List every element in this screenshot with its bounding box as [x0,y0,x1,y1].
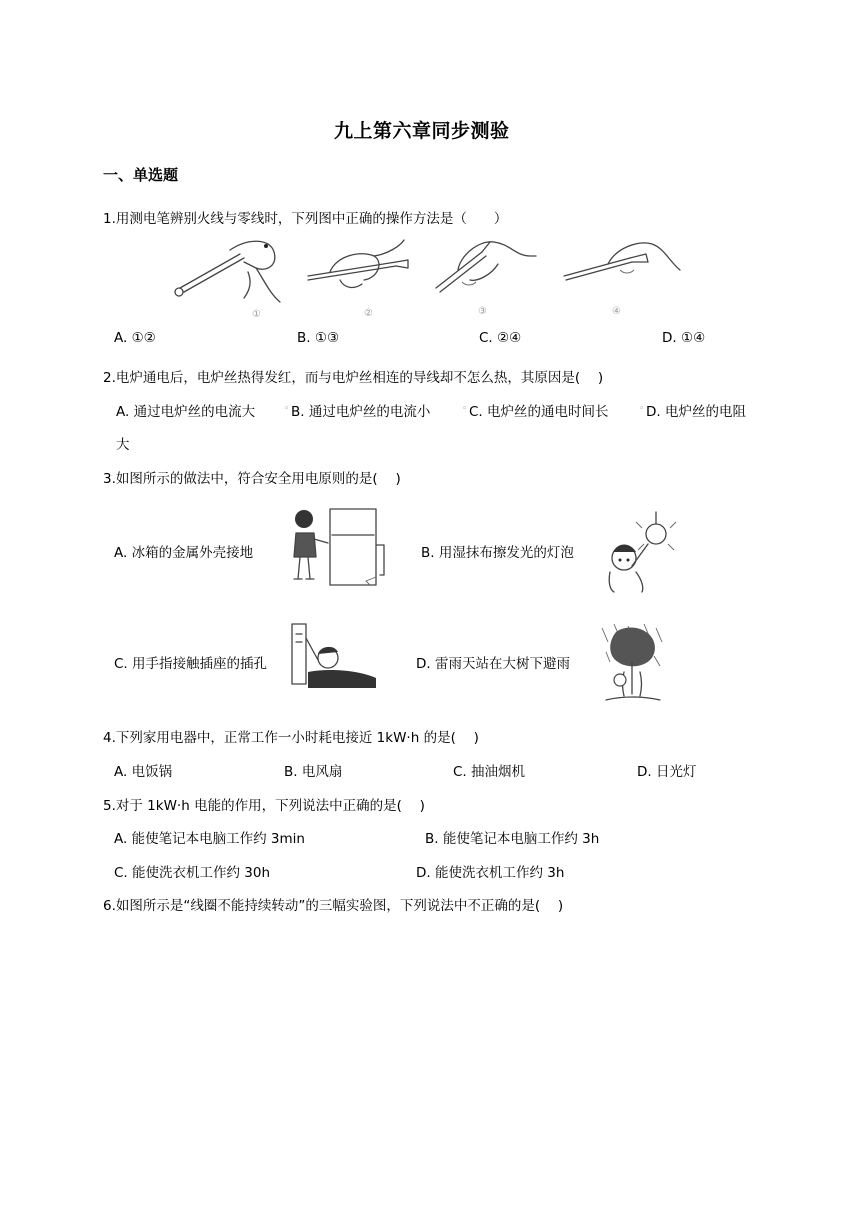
figure-label-4: ④ [612,306,621,317]
question-2-option-a[interactable]: A. 通过电炉丝的电流大 [116,404,256,420]
question-5-option-c[interactable]: C. 能使洗衣机工作约 30h [114,865,271,881]
section-heading: 一、单选题 [103,166,179,184]
question-5-option-a[interactable]: A. 能使笔记本电脑工作约 3min [114,831,305,847]
question-4-option-b[interactable]: B. 电风扇 [284,764,343,780]
question-6-stem: 6.如图所示是“线圈不能持续转动”的三幅实验图，下列说法中不正确的是( ) [103,898,564,914]
question-2-option-d[interactable]: D. 电炉丝的电阻 [646,404,746,420]
tester-pen-figure-2 [300,236,420,322]
wet-cloth-bulb-illustration [596,510,686,592]
page-title: 九上第六章同步测验 [334,120,510,142]
tree-thunderstorm-illustration [598,622,668,706]
question-1-option-d[interactable]: D. ①④ [662,330,706,346]
question-5-option-d[interactable]: D. 能使洗衣机工作约 3h [416,865,565,881]
question-1-option-c[interactable]: C. ②④ [479,330,522,346]
question-2-option-d-wrap: 大 [116,437,130,453]
finger-socket-illustration [288,620,380,696]
figure-label-3: ③ [478,306,487,317]
question-4-option-a[interactable]: A. 电饭锅 [114,764,173,780]
fridge-grounding-illustration [286,505,390,591]
question-4-option-c[interactable]: C. 抽油烟机 [453,764,526,780]
question-1-option-a[interactable]: A. ①② [114,330,156,346]
question-3-option-c[interactable]: C. 用手指接触插座的插孔 [114,656,268,672]
question-2-stem: 2.电炉通电后，电炉丝热得发红，而与电炉丝相连的导线却不怎么热，其原因是( ) [103,370,604,386]
question-3-option-b[interactable]: B. 用湿抹布擦发光的灯泡 [421,545,574,561]
figure-label-1: ① [252,309,261,320]
option-separator: ◦ [462,404,468,414]
question-1-stem: 1.用测电笔辨别火线与零线时，下列图中正确的操作方法是（ ） [103,211,508,227]
question-3-option-a[interactable]: A. 冰箱的金属外壳接地 [114,545,254,561]
question-1-option-b[interactable]: B. ①③ [297,330,340,346]
tester-pen-figure-3 [430,234,550,320]
question-2-option-b[interactable]: B. 通过电炉丝的电流小 [291,404,431,420]
tester-pen-figure-1 [170,232,290,322]
question-5-stem: 5.对于 1kW·h 电能的作用，下列说法中正确的是( ) [103,798,425,814]
question-4-stem: 4.下列家用电器中，正常工作一小时耗电接近 1kW·h 的是( ) [103,730,479,746]
option-separator: ◦ [284,404,290,414]
question-3-option-d[interactable]: D. 雷雨天站在大树下避雨 [416,656,570,672]
question-5-option-b[interactable]: B. 能使笔记本电脑工作约 3h [425,831,600,847]
figure-label-2: ② [364,308,373,319]
question-2-option-c[interactable]: C. 电炉丝的通电时间长 [469,404,609,420]
option-separator: ◦ [639,404,645,414]
question-3-stem: 3.如图所示的做法中，符合安全用电原则的是( ) [103,471,401,487]
tester-pen-figure-4 [560,236,685,320]
question-4-option-d[interactable]: D. 日光灯 [637,764,697,780]
